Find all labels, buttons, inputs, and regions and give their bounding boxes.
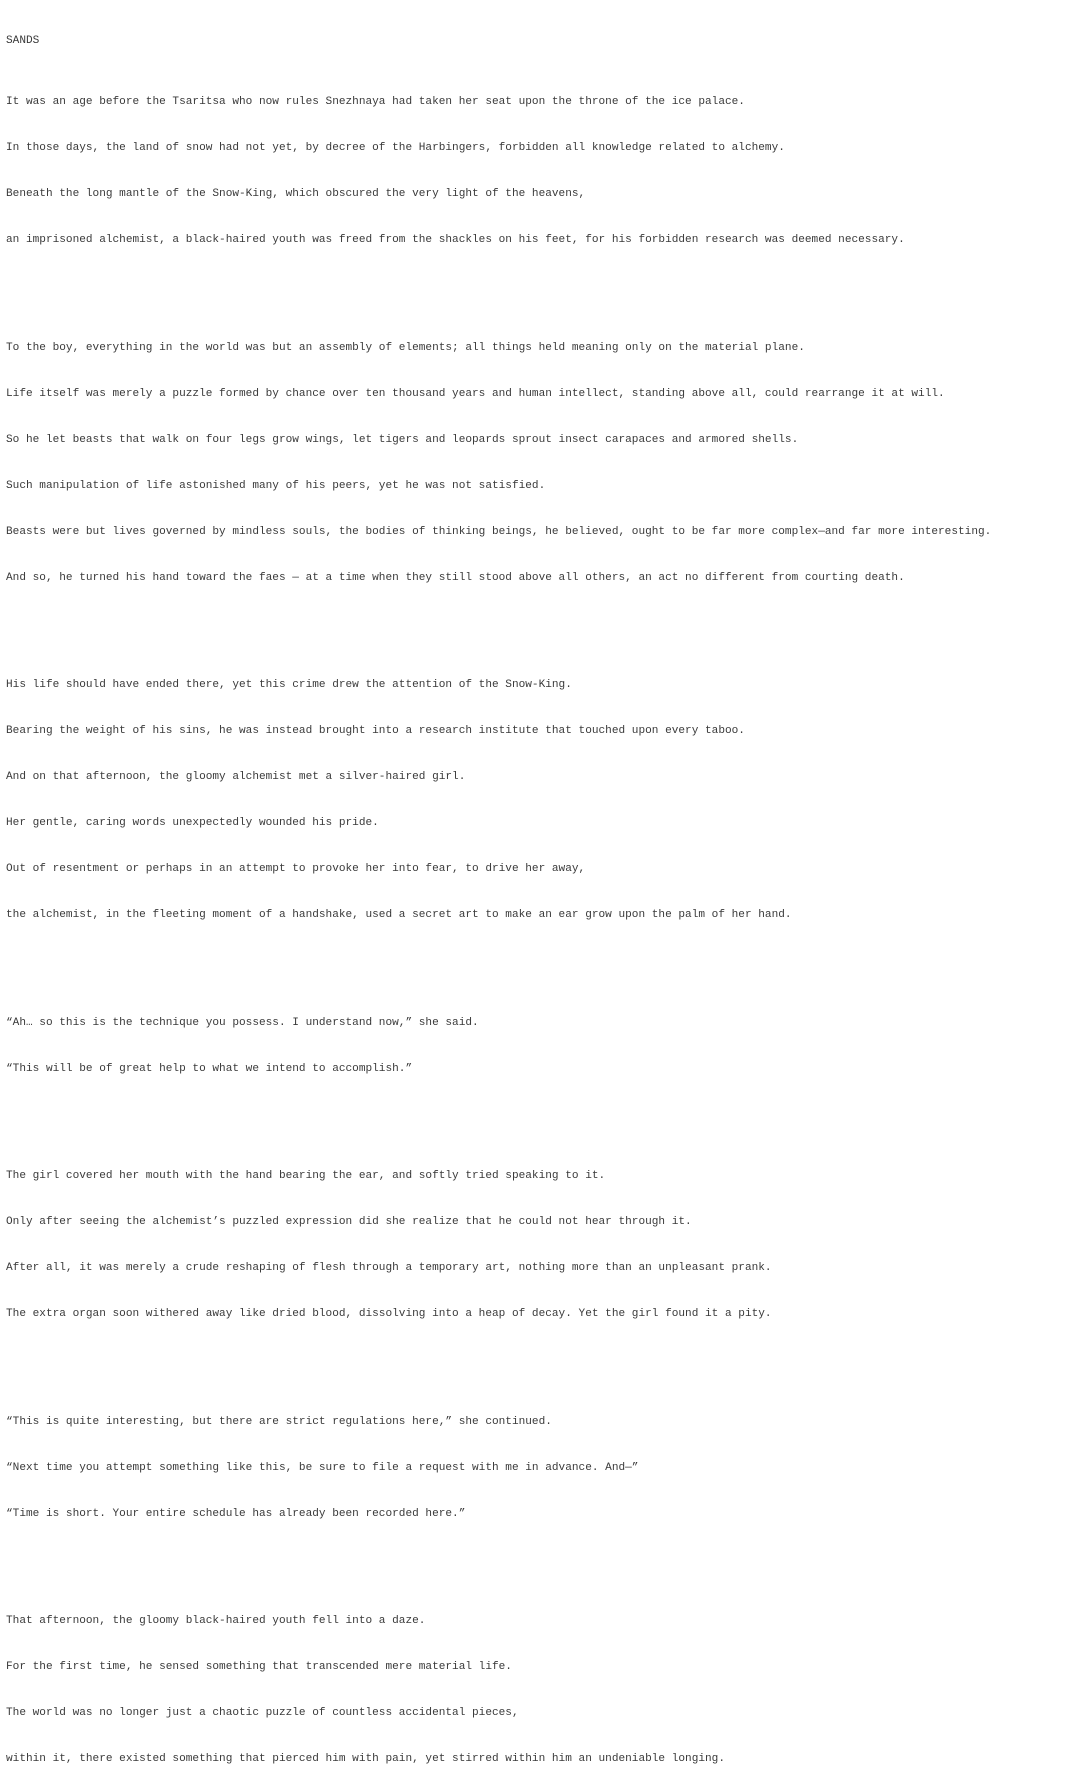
- blank-line: [6, 1553, 1080, 1568]
- text-line: an imprisoned alchemist, a black-haired youth was freed from the shackles on his feet, for his forbidden research was deemed necessary.: [6, 234, 905, 247]
- text-line: The girl covered her mouth with the hand bearing the ear, and softly tried speaking to it.: [6, 1170, 606, 1183]
- text-line: It was an age before the Tsaritsa who now rules Snezhnaya had taken her seat upon the throne of the ice palace.: [6, 96, 745, 109]
- document-text: [6, 3, 1080, 1783]
- text-line: Bearing the weight of his sins, he was instead brought into a research institute that touched upon every taboo.: [6, 725, 745, 738]
- text-line: “Ah… so this is the technique you possess. I understand now,” she said.: [6, 1016, 479, 1029]
- blank-line: [6, 1353, 1080, 1368]
- blank-line: [6, 617, 1080, 632]
- text-line: The extra organ soon withered away like dried blood, dissolving into a heap of decay. Yet the girl found it a pity.: [6, 1308, 772, 1321]
- text-line: Only after seeing the alchemist’s puzzled expression did she realize that he could not hear through it.: [6, 1216, 692, 1229]
- text-line: The world was no longer just a chaotic puzzle of countless accidental pieces,: [6, 1707, 519, 1720]
- blank-line: [6, 1108, 1080, 1123]
- text-line: And on that afternoon, the gloomy alchemist met a silver-haired girl.: [6, 771, 466, 784]
- blank-line: [6, 954, 1080, 969]
- text-line: “This is quite interesting, but there are strict regulations here,” she continued.: [6, 1415, 552, 1428]
- text-line: To the boy, everything in the world was but an assembly of elements; all things held meaning only on the material plane.: [6, 341, 805, 354]
- text-line: In those days, the land of snow had not yet, by decree of the Harbingers, forbidden all knowledge related to alchemy.: [6, 142, 785, 155]
- text-line: Such manipulation of life astonished many of his peers, yet he was not satisfied.: [6, 479, 546, 492]
- document-title: SANDS: [6, 34, 40, 47]
- text-line: “Time is short. Your entire schedule has already been recorded here.”: [6, 1507, 466, 1520]
- text-line: After all, it was merely a crude reshaping of flesh through a temporary art, nothing more than an unpleasant prank.: [6, 1262, 772, 1275]
- text-line: Her gentle, caring words unexpectedly wounded his pride.: [6, 817, 379, 830]
- text-line: Beneath the long mantle of the Snow-King, which obscured the very light of the heavens,: [6, 188, 586, 201]
- blank-line: [6, 279, 1080, 294]
- text-line: That afternoon, the gloomy black-haired youth fell into a daze.: [6, 1615, 426, 1628]
- text-line: So he let beasts that walk on four legs grow wings, let tigers and leopards sprout insect carapaces and armored shells.: [6, 433, 799, 446]
- text-line: Out of resentment or perhaps in an attempt to provoke her into fear, to drive her away,: [6, 863, 586, 876]
- text-line: Life itself was merely a puzzle formed by chance over ten thousand years and human intellect, standing above all, could rearrange it at will.: [6, 387, 945, 400]
- text-line: “Next time you attempt something like this, be sure to file a request with me in advance. And—”: [6, 1461, 639, 1474]
- text-line: For the first time, he sensed something that transcended mere material life.: [6, 1661, 512, 1674]
- text-line: His life should have ended there, yet this crime drew the attention of the Snow-King.: [6, 679, 572, 692]
- text-line: And so, he turned his hand toward the faes — at a time when they still stood above all others, an act no different from courting death.: [6, 571, 905, 584]
- text-line: the alchemist, in the fleeting moment of a handshake, used a secret art to make an ear grow upon the palm of her hand.: [6, 909, 792, 922]
- text-line: within it, there existed something that pierced him with pain, yet stirred within him an undeniable longing.: [6, 1753, 725, 1766]
- text-line: “This will be of great help to what we intend to accomplish.”: [6, 1062, 413, 1075]
- text-line: Beasts were but lives governed by mindless souls, the bodies of thinking beings, he believed, ought to be far more complex—and far more interesting.: [6, 525, 992, 538]
